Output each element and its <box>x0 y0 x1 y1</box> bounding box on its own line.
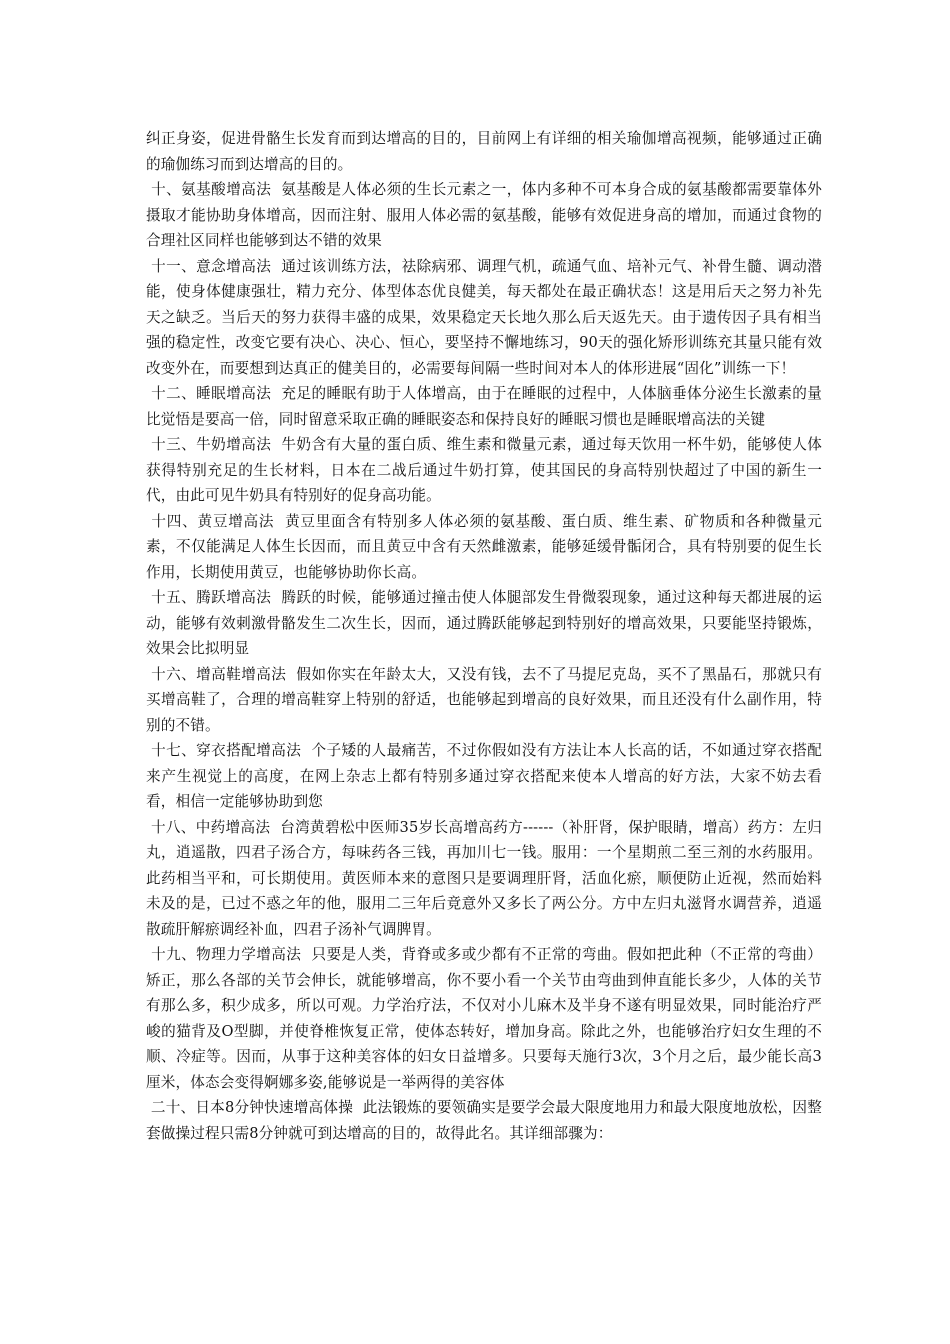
paragraph-physical-mechanics-method: 十九、物理力学增高法 只要是人类，背脊或多或少都有不正常的弯曲。假如把此种（不正常的弯曲）矫正，那么各部的关节会伸长，就能够增高，你不要小看一个关节由弯曲到伸直能长多少，人体的关节有那么多，积少成多，所以可观。力学治疗法，不仅对小儿麻木及半身不遂有明显效果，同时能治疗严峻的猫背及O型脚，并使脊椎恢复正常，使体态转好，增加身高。除此之外，也能够治疗妇女生理的不顺、冷症等。因而，从事于这种美容体的妇女日益增多。只要每天施行3次，3个月之后，最少能长高3厘米，体态会变得婀娜多姿,能够说是一举两得的美容体 <box>146 946 822 1091</box>
paragraph-jumping-method: 十五、腾跃增高法 腾跃的时候，能够通过撞击使人体腿部发生骨微裂现象，通过这种每天都进展的运动，能够有效刺激骨骼发生二次生长，因而，通过腾跃能够起到特别好的增高效果，只要能坚持锻炼，效果会比拟明显 <box>146 589 822 657</box>
paragraph-japanese-exercise-method: 二十、日本8分钟快速增高体操 此法锻炼的要领确实是要学会最大限度地用力和最大限度地放松，因整套做操过程只需8分钟就可到达增高的目的，故得此名。其详细部骤为： <box>146 1099 822 1142</box>
paragraph-mind-method: 十一、意念增高法 通过该训练方法，祛除病邪、调理气机，疏通气血、培补元气、补骨生髓、调动潜能，使身体健康强壮，精力充分、体型体态优良健美，每天都处在最正确状态！这是用后天之努力补先天之缺乏。当后天的努力获得丰盛的成果，效果稳定天长地久那么后天返先天。由于遗传因子具有相当强的稳定性，改变它要有决心、决心、恒心，要坚持不懈地练习，90天的强化矫形训练充其量只能有效改变外在，而要想到达真正的健美目的，必需要每间隔一些时间对本人的体形进展“固化”训练一下！ <box>146 257 822 377</box>
paragraph-clothing-method: 十七、穿衣搭配增高法 个子矮的人最痛苦，不过你假如没有方法让本人长高的话，不如通过穿衣搭配来产生视觉上的高度，在网上杂志上都有特别多通过穿衣搭配来使本人增高的好方法，大家不妨去看看，相信一定能够协助到您 <box>146 742 822 810</box>
paragraph-amino-acid-method: 十、氨基酸增高法 氨基酸是人体必须的生长元素之一，体内多种不可本身合成的氨基酸都需要靠体外摄取才能协助身体增高，因而注射、服用人体必需的氨基酸，能够有效促进身高的增加，而通过食物的合理社区同样也能够到达不错的效果 <box>146 181 822 249</box>
paragraph-shoes-method: 十六、增高鞋增高法 假如你实在年龄太大，又没有钱，去不了马提尼克岛，买不了黑晶石，那就只有买增高鞋了，合理的增高鞋穿上特别的舒适，也能够起到增高的良好效果，而且还没有什么副作用，特别的不错。 <box>146 665 822 734</box>
paragraph-sleep-method: 十二、睡眠增高法 充足的睡眠有助于人体增高，由于在睡眠的过程中，人体脑垂体分泌生长激素的量比觉悟是要高一倍，同时留意采取正确的睡眠姿态和保持良好的睡眠习惯也是睡眠增高法的关键 <box>146 385 822 428</box>
paragraph-milk-method: 十三、牛奶增高法 牛奶含有大量的蛋白质、维生素和微量元素，通过每天饮用一杯牛奶，能够使人体获得特别充足的生长材料，日本在二战后通过牛奶打算，使其国民的身高特别快超过了中国的新生一代，由此可见牛奶具有特别好的促身高功能。 <box>146 436 822 504</box>
document-body <box>146 126 822 1146</box>
paragraph-herbal-method: 十八、中药增高法 台湾黄碧松中医师35岁长高增高药方------（补肝肾，保护眼睛，增高）药方：左归丸，逍遥散，四君子汤合方，每味药各三钱，再加川七一钱。服用：一个星期煎二至三剂的水药服用。此药相当平和，可长期使用。黄医师本来的意图只是要调理肝肾，活血化瘀，顺便防止近视，然而始料未及的是，已过不惑之年的他，服用二三年后竟意外又多长了两公分。方中左归丸滋肾水调营养，逍遥散疏肝解瘀调经补血，四君子汤补气调脾胃。 <box>146 818 822 938</box>
paragraph-intro: 纠正身姿，促进骨骼生长发育而到达增高的目的，目前网上有详细的相关瑜伽增高视频，能够通过正确的瑜伽练习而到达增高的目的。 <box>146 130 822 173</box>
paragraph-soybean-method: 十四、黄豆增高法 黄豆里面含有特别多人体必须的氨基酸、蛋白质、维生素、矿物质和各种微量元素，不仅能满足人体生长因而，而且黄豆中含有天然雌激素，能够延缓骨骺闭合，具有特别要的促生长作用，长期使用黄豆，也能够协助你长高。 <box>146 512 822 581</box>
